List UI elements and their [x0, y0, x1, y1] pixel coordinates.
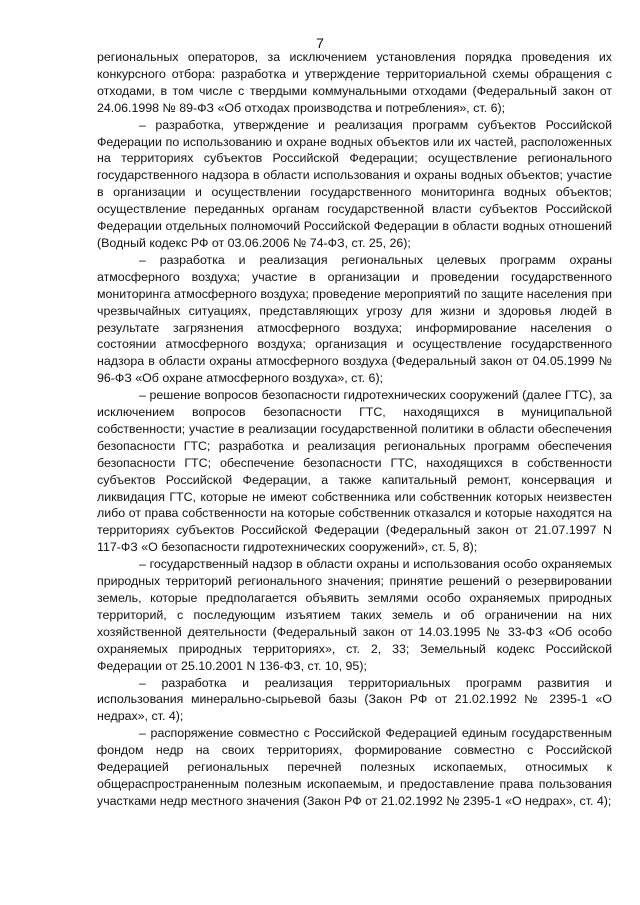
paragraph-water-objects: – разработка, утверждение и реализация программ субъектов Российской Федерации по использованию и охране водных объектов или их частей, расположенных на территориях субъектов Российской Федерации; осуществление регионального государственного надзора в области использования и охраны водных объектов; участие в организации и осуществлении государственного мониторинга водных объектов; осуществление переданных органам государственной власти субъектов Российской Федерации отдельных полномочий Российской Федерации в области водных отношений (Водный кодекс РФ от 03.06.2006 № 74-ФЗ, ст. 25, 26); [97, 117, 612, 250]
paragraph-hydraulic-structures: – решение вопросов безопасности гидротехнических сооружений (далее ГТС), за исключением вопросов безопасности ГТС, находящихся в муниципальной собственности; участие в реализации государственной политики в области обеспечения безопасности ГТС; разработка и реализация региональных программ обеспечения безопасности ГТС; обеспечение безопасности ГТС, находящихся в собственности субъектов Российской Федерации, а также капитальный ремонт, консервация и ликвидация ГТС, которые не имеют собственника или собственник которых неизвестен либо от права собственности на которые собственник отказался и которые находятся на территориях субъектов Российской Федерации (Федеральный закон от 21.07.1997 N 117-ФЗ «О безопасности гидротехнических сооружений», ст. 5, 8); [97, 388, 612, 555]
page-number: 7 [316, 35, 324, 51]
paragraph-continuation: региональных операторов, за исключением установления порядка проведения их конкурсного отбора: разработка и утверждение территориальной схемы обращения с отходами, в том числе с твердыми коммунальными отходами (Федеральный закон от 24.06.1998 № 89-ФЗ «Об отходах производства и потребления», ст. 6); [97, 50, 612, 115]
paragraph-subsoil-fund: – распоряжение совместно с Российской Федерацией единым государственным фондом недр на своих территориях, формирование совместно с Российской Федерацией региональных перечней полезных ископаемых, относимых к общераспространенным полезным ископаемым, и предоставление права пользования участками недр местного значения (Закон РФ от 21.02.1992 № 2395-1 «О недрах», ст. 4); [97, 726, 612, 808]
paragraph-atmospheric-air: – разработка и реализация региональных целевых программ охраны атмосферного воздуха; участие в организации и проведении государственного мониторинга атмосферного воздуха; проведение мероприятий по защите населения при чрезвычайных ситуациях, представляющих угрозу для жизни и здоровья людей в результате загрязнения атмосферного воздуха; информирование населения о состоянии атмосферного воздуха; организация и осуществление государственного надзора в области охраны атмосферного воздуха (Федеральный закон от 04.05.1999 № 96-ФЗ «Об охране атмосферного воздуха», ст. 6); [97, 252, 612, 386]
paragraph-protected-areas: – государственный надзор в области охраны и использования особо охраняемых природных территорий регионального значения; принятие решений о резервировании земель, которые предполагается объявить землями особо охраняемых природных территорий, с последующим изъятием таких земель и об ограничении на них хозяйственной деятельности (Федеральный закон от 14.03.1995 № 33-ФЗ «Об особо охраняемых природных территориях», ст. 2, 33; Земельный кодекс Российской Федерации от 25.10.2001 N 136-ФЗ, ст. 10, 95); [97, 557, 612, 673]
document-body [97, 49, 612, 810]
paragraph-mineral-base: – разработка и реализация территориальных программ развития и использования минерально-сырьевой базы (Закон РФ от 21.02.1992 № 2395-1 «О недрах», ст. 4); [97, 675, 612, 724]
